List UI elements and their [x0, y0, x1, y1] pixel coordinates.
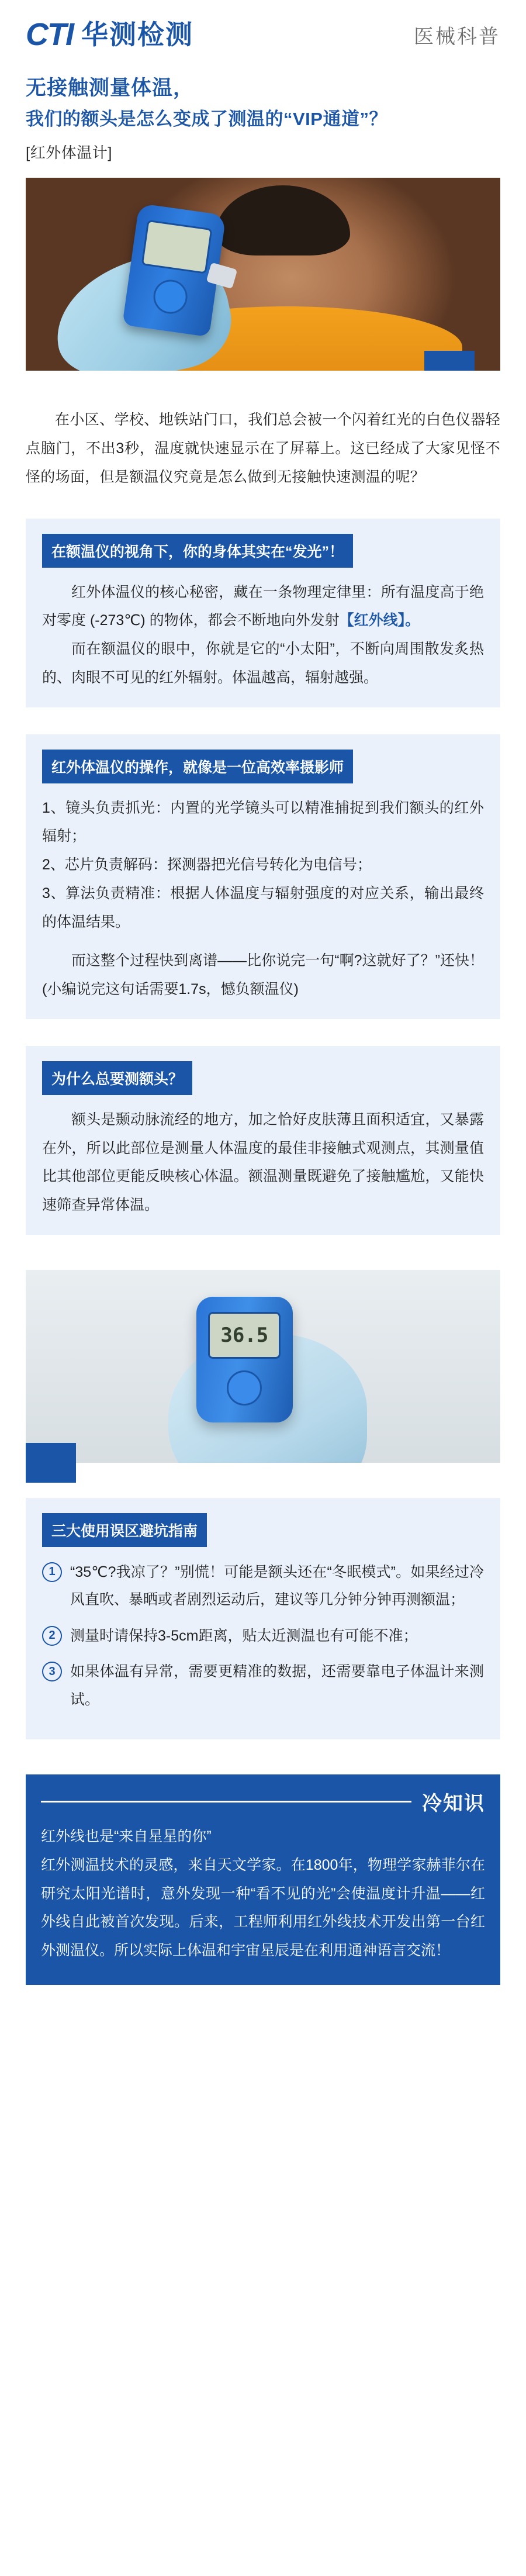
guide-row: [42, 1559, 484, 1614]
guide-number-badge: 1: [42, 1562, 62, 1582]
page-subtitle: [红外体温计]: [26, 144, 112, 162]
image2-accent-square: [26, 1443, 76, 1483]
guide-panel: [26, 1498, 500, 1740]
section-3-heading: 为什么总要测额头？: [42, 1061, 192, 1095]
guide-item-text: “35℃?我凉了？”别慌！可能是额头还在“冬眠模式”。如果经过冷风直吹、暴晒或者剧烈运动后，建议等几分钟分钟再测额温；: [70, 1563, 484, 1608]
cold-knowledge-box: [26, 1774, 500, 1985]
section-1-heading: 在额温仪的视角下，你的身体其实在“发光”！: [42, 534, 353, 568]
guide-number-badge: 3: [42, 1662, 62, 1681]
page-title-line2: 我们的额头是怎么变成了测温的“VIP通道”？: [26, 108, 387, 129]
header-category-label: 医械科普: [414, 25, 500, 48]
hero-image-wrap: [0, 178, 526, 371]
spacer: [0, 492, 526, 519]
spacer: [0, 1739, 526, 1774]
brand-chinese-text: 华测检测: [81, 19, 193, 50]
spacer: [42, 936, 484, 947]
image2-thermometer-device: [196, 1297, 293, 1422]
section-1-p1-highlight: 【红外线】。: [339, 612, 420, 629]
guide-row: [42, 1622, 484, 1650]
hero-thermometer-device: [122, 203, 226, 337]
image2-device-screen: 36.5: [208, 1312, 281, 1359]
section-2-list-item-2: 2、芯片负责解码：探测器把光信号转化为电信号；: [42, 857, 372, 873]
section-2-list-item-1: 1、镜头负责抓光：内置的光学镜头可以精准捕捉到我们额头的红外辐射；: [42, 799, 484, 845]
cold-knowledge-rule: [41, 1801, 411, 1802]
intro-paragraph-block: [0, 406, 526, 491]
intro-paragraph: 在小区、学校、地铁站门口，我们总会被一个闪着红光的白色仪器轻点脑门，不出3秒，温度就快速显示在了屏幕上。这已经成了大家见怪不怪的场面，但是额温仪究竟是怎么做到无接触快速测温的呢？: [26, 412, 500, 485]
spacer: [0, 1019, 526, 1046]
spacer: [0, 707, 526, 734]
brand-cti-text: CTI: [26, 17, 73, 52]
spacer: [0, 1463, 526, 1498]
spacer: [0, 1235, 526, 1270]
guide-row: [42, 1658, 484, 1714]
spacer: [0, 371, 526, 406]
guide-heading: 三大使用误区避坑指南: [42, 1513, 207, 1547]
page-title-line1: 无接触测量体温，: [26, 77, 195, 99]
cold-knowledge-title: 冷知识: [422, 1793, 485, 1815]
cold-knowledge-body: 红外测温技术的灵感，来自天文学家。在1800年，物理学家赫菲尔在研究太阳光谱时，意外发现一种“看不见的光”会使温度计升温——红外线自此被首次发现。后来，工程师利用红外线技术开发出第一台红外测温仪。所以实际上体温和宇宙星辰是在利用通神语言交流！: [41, 1856, 485, 1959]
cold-knowledge-header: [41, 1787, 485, 1816]
title-block: [0, 69, 526, 178]
section-2-heading: 红外体温仪的操作，就像是一位高效率摄影师: [42, 750, 353, 783]
section-2-list-item-3: 3、算法负责精准：根据人体温度与辐射强度的对应关系，输出最终的体温结果。: [42, 885, 484, 930]
second-image-wrap: [26, 1270, 500, 1463]
section-3-panel: [26, 1046, 500, 1235]
guide-item-text: 测量时请保持3-5cm距离，贴太近测温也有可能不准；: [70, 1627, 418, 1644]
section-3-paragraph: 额头是颞动脉流经的地方，加之恰好皮肤薄且面积适宜，又暴露在外，所以此部位是测量人体温度的最佳非接触式观测点，其测量值比其他部位更能反映核心体温。额温测量既避免了接触尴尬，又能快速筛查异常体温。: [42, 1111, 484, 1213]
hero-image-forehead-thermometer: [26, 178, 500, 371]
brand-logo: [26, 19, 193, 50]
guide-item-text: 如果体温有异常，需要更精准的数据，还需要靠电子体温计来测试。: [70, 1663, 484, 1708]
section-1-paragraph-2: 而在额温仪的眼中，你就是它的“小太阳”，不断向周围散发炙热的、肉眼不可见的红外辐射。体温越高，辐射越强。: [42, 641, 484, 686]
cold-knowledge-subtitle: 红外线也是“来自星星的你”: [41, 1828, 212, 1845]
hero-device-screen: [141, 220, 212, 274]
image-thermometer-in-hand: [26, 1270, 500, 1463]
guide-number-badge: 2: [42, 1626, 62, 1646]
hero-device-button: [151, 278, 189, 316]
section-1-p1-text: 红外体温仪的核心秘密，藏在一条物理定律里：所有温度高于绝对零度 (-273℃) 的物体，都会不断地向外发射: [42, 583, 484, 629]
page-header: [0, 0, 526, 69]
hero-accent-square: [424, 351, 475, 371]
section-2-closing-paragraph: 而这整个过程快到离谱——比你说完一句“啊?这就好了？”还快！(小编说完这句话需要1.7s，憾负额温仪): [42, 952, 484, 997]
section-1-panel: [26, 519, 500, 707]
image2-device-button: [227, 1370, 262, 1406]
section-2-panel: [26, 734, 500, 1019]
section-1-paragraph-1: [42, 578, 484, 636]
spacer: [0, 1985, 526, 2008]
